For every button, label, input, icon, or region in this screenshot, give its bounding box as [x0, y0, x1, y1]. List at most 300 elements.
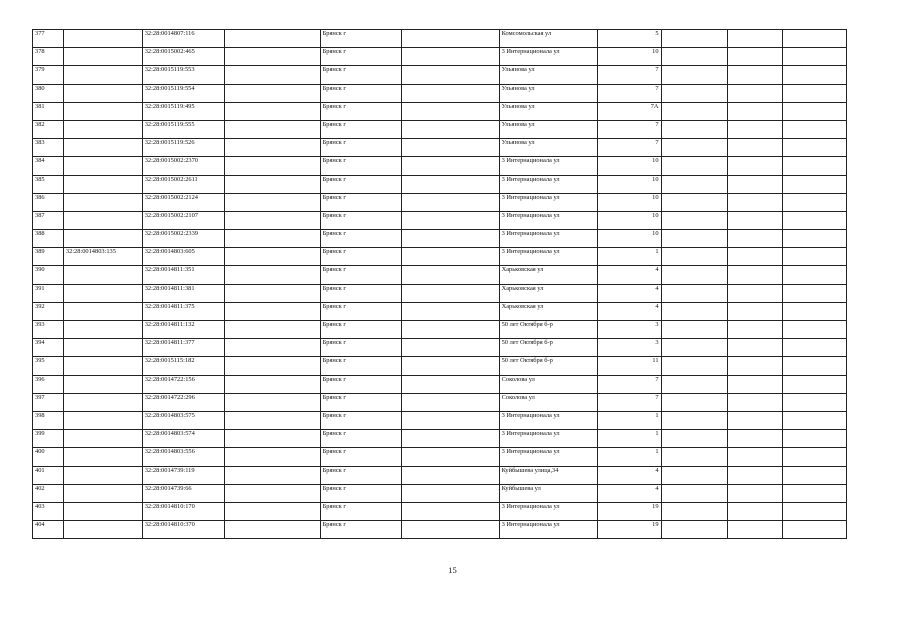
cell-cadastral-number: 32:28:0014811:351 — [142, 266, 224, 284]
cell-empty — [661, 193, 727, 211]
cell-cadastral-old: 32:28:0014803:135 — [63, 248, 142, 266]
cell-cadastral-old — [63, 48, 142, 66]
cell-cadastral-number: 32:28:0014810:170 — [142, 502, 224, 520]
cell-city: Брянск г — [320, 393, 401, 411]
cell-house: 4 — [597, 302, 661, 320]
cell-street: 3 Интернационала ул — [499, 521, 597, 539]
cell-cadastral-old — [63, 139, 142, 157]
cell-empty — [661, 284, 727, 302]
cell-street: 3 Интернационала ул — [499, 193, 597, 211]
cell-row-number: 382 — [33, 120, 64, 138]
cell-street: 3 Интернационала ул — [499, 430, 597, 448]
cell-empty — [224, 248, 320, 266]
cell-row-number: 379 — [33, 66, 64, 84]
cell-row-number: 395 — [33, 357, 64, 375]
table-row — [33, 521, 847, 539]
cell-cadastral-old — [63, 502, 142, 520]
cell-empty — [727, 502, 782, 520]
cell-empty — [401, 211, 499, 229]
cell-city: Брянск г — [320, 120, 401, 138]
cell-street: Соколова ул — [499, 375, 597, 393]
cell-street: Харьковская ул — [499, 266, 597, 284]
cell-city: Брянск г — [320, 284, 401, 302]
cell-row-number: 390 — [33, 266, 64, 284]
cell-empty — [661, 175, 727, 193]
cell-house: 7 — [597, 393, 661, 411]
cell-cadastral-number: 32:28:0014810:370 — [142, 521, 224, 539]
cell-empty — [224, 30, 320, 48]
cell-empty — [401, 284, 499, 302]
cell-cadastral-number: 32:28:0014803:574 — [142, 430, 224, 448]
table-row — [33, 120, 847, 138]
cell-row-number: 398 — [33, 411, 64, 429]
cell-cadastral-number: 32:28:0015002:2339 — [142, 230, 224, 248]
cell-street: Соколова ул — [499, 393, 597, 411]
cell-empty — [782, 357, 846, 375]
cell-cadastral-old — [63, 157, 142, 175]
cell-cadastral-old — [63, 230, 142, 248]
table-row — [33, 393, 847, 411]
cell-row-number: 394 — [33, 339, 64, 357]
cell-cadastral-number: 32:28:0015119:526 — [142, 139, 224, 157]
cell-house: 11 — [597, 357, 661, 375]
cell-empty — [224, 157, 320, 175]
cell-empty — [661, 375, 727, 393]
cell-empty — [401, 393, 499, 411]
cell-empty — [661, 484, 727, 502]
table-row — [33, 157, 847, 175]
cell-empty — [401, 521, 499, 539]
cell-house: 10 — [597, 230, 661, 248]
cell-empty — [224, 321, 320, 339]
cell-empty — [727, 521, 782, 539]
cell-empty — [661, 502, 727, 520]
cell-house: 1 — [597, 248, 661, 266]
cell-empty — [401, 375, 499, 393]
table-row — [33, 502, 847, 520]
cell-empty — [224, 266, 320, 284]
cell-cadastral-number: 32:28:0014803:556 — [142, 448, 224, 466]
cell-cadastral-number: 32:28:0015002:465 — [142, 48, 224, 66]
cell-cadastral-number: 32:28:0015119:553 — [142, 66, 224, 84]
cell-empty — [661, 321, 727, 339]
cell-city: Брянск г — [320, 175, 401, 193]
cell-empty — [401, 230, 499, 248]
cell-city: Брянск г — [320, 193, 401, 211]
cell-empty — [782, 393, 846, 411]
cell-empty — [782, 448, 846, 466]
cell-city: Брянск г — [320, 448, 401, 466]
cell-empty — [727, 102, 782, 120]
table-row — [33, 430, 847, 448]
table-row — [33, 357, 847, 375]
cell-empty — [782, 339, 846, 357]
cell-empty — [401, 466, 499, 484]
cell-empty — [224, 284, 320, 302]
cell-empty — [727, 375, 782, 393]
cell-empty — [782, 84, 846, 102]
cell-cadastral-old — [63, 466, 142, 484]
cell-empty — [401, 157, 499, 175]
cell-cadastral-number: 32:28:0015119:554 — [142, 84, 224, 102]
cell-empty — [224, 230, 320, 248]
cell-empty — [661, 357, 727, 375]
cell-cadastral-old — [63, 211, 142, 229]
cell-empty — [401, 266, 499, 284]
cell-house: 7А — [597, 102, 661, 120]
cell-cadastral-old — [63, 393, 142, 411]
cell-empty — [401, 502, 499, 520]
cell-row-number: 401 — [33, 466, 64, 484]
cell-empty — [224, 411, 320, 429]
cell-empty — [224, 211, 320, 229]
cell-empty — [727, 302, 782, 320]
cell-empty — [727, 430, 782, 448]
cell-empty — [224, 430, 320, 448]
cell-city: Брянск г — [320, 211, 401, 229]
table-row — [33, 302, 847, 320]
cell-empty — [401, 84, 499, 102]
cell-cadastral-old — [63, 302, 142, 320]
cell-empty — [661, 230, 727, 248]
cell-city: Брянск г — [320, 521, 401, 539]
cell-cadastral-old — [63, 484, 142, 502]
cell-empty — [661, 393, 727, 411]
cell-cadastral-old — [63, 66, 142, 84]
cell-empty — [224, 393, 320, 411]
table-row — [33, 30, 847, 48]
cell-city: Брянск г — [320, 375, 401, 393]
cell-empty — [727, 66, 782, 84]
cell-empty — [224, 48, 320, 66]
cell-empty — [661, 30, 727, 48]
cell-city: Брянск г — [320, 357, 401, 375]
cell-street: Куйбышева улица,34 — [499, 466, 597, 484]
cell-empty — [782, 120, 846, 138]
cell-cadastral-old — [63, 430, 142, 448]
cell-empty — [727, 466, 782, 484]
table-row — [33, 193, 847, 211]
table-row — [33, 448, 847, 466]
cell-cadastral-number: 32:28:0014811:375 — [142, 302, 224, 320]
cell-empty — [782, 502, 846, 520]
table-row — [33, 175, 847, 193]
cell-empty — [661, 266, 727, 284]
cell-street: 3 Интернационала ул — [499, 157, 597, 175]
cell-house: 1 — [597, 430, 661, 448]
cell-row-number: 377 — [33, 30, 64, 48]
table-row — [33, 321, 847, 339]
cell-empty — [401, 430, 499, 448]
cell-empty — [661, 521, 727, 539]
cell-empty — [727, 321, 782, 339]
cell-empty — [782, 375, 846, 393]
cell-empty — [401, 120, 499, 138]
cell-empty — [782, 411, 846, 429]
cell-empty — [727, 193, 782, 211]
cell-empty — [782, 30, 846, 48]
cell-cadastral-number: 32:28:0015119:495 — [142, 102, 224, 120]
cell-empty — [782, 193, 846, 211]
table-row — [33, 139, 847, 157]
cell-empty — [782, 484, 846, 502]
cell-street: Ульянова ул — [499, 84, 597, 102]
cell-city: Брянск г — [320, 339, 401, 357]
cell-street: 50 лет Октября б-р — [499, 339, 597, 357]
cell-empty — [661, 466, 727, 484]
cell-street: 3 Интернационала ул — [499, 411, 597, 429]
cell-city: Брянск г — [320, 139, 401, 157]
cell-house: 19 — [597, 521, 661, 539]
cell-city: Брянск г — [320, 411, 401, 429]
cell-street: Ульянова ул — [499, 120, 597, 138]
cell-empty — [727, 175, 782, 193]
cell-cadastral-old — [63, 193, 142, 211]
table-row — [33, 375, 847, 393]
cell-empty — [727, 393, 782, 411]
cell-cadastral-old — [63, 30, 142, 48]
cell-cadastral-old — [63, 321, 142, 339]
cell-empty — [401, 66, 499, 84]
cell-cadastral-number: 32:28:0014811:381 — [142, 284, 224, 302]
cell-empty — [727, 411, 782, 429]
cell-empty — [782, 175, 846, 193]
cell-city: Брянск г — [320, 230, 401, 248]
cell-cadastral-number: 32:28:0015002:2611 — [142, 175, 224, 193]
cell-empty — [224, 175, 320, 193]
cell-empty — [401, 302, 499, 320]
cell-street: Куйбышева ул — [499, 484, 597, 502]
cell-empty — [224, 139, 320, 157]
cell-street: Ульянова ул — [499, 139, 597, 157]
cell-street: 3 Интернационала ул — [499, 448, 597, 466]
cell-house: 1 — [597, 448, 661, 466]
table-row — [33, 211, 847, 229]
cell-cadastral-old — [63, 339, 142, 357]
cell-street: Харьковская ул — [499, 284, 597, 302]
cell-empty — [727, 120, 782, 138]
cell-street: Комсомольская ул — [499, 30, 597, 48]
cell-row-number: 399 — [33, 430, 64, 448]
cell-house: 4 — [597, 466, 661, 484]
cell-empty — [401, 102, 499, 120]
cell-city: Брянск г — [320, 430, 401, 448]
cell-empty — [401, 321, 499, 339]
cell-empty — [401, 411, 499, 429]
cell-empty — [727, 357, 782, 375]
cell-house: 10 — [597, 157, 661, 175]
cell-empty — [782, 521, 846, 539]
cell-cadastral-number: 32:28:0014811:377 — [142, 339, 224, 357]
cell-empty — [727, 448, 782, 466]
cell-empty — [782, 102, 846, 120]
cell-empty — [782, 466, 846, 484]
cell-empty — [782, 230, 846, 248]
cell-city: Брянск г — [320, 321, 401, 339]
cell-street: 3 Интернационала ул — [499, 230, 597, 248]
table-row — [33, 84, 847, 102]
cell-row-number: 403 — [33, 502, 64, 520]
cell-empty — [727, 339, 782, 357]
cell-cadastral-number: 32:28:0015119:555 — [142, 120, 224, 138]
cell-cadastral-old — [63, 102, 142, 120]
table-row — [33, 230, 847, 248]
cell-empty — [661, 102, 727, 120]
cell-empty — [224, 448, 320, 466]
cell-empty — [782, 139, 846, 157]
cell-city: Брянск г — [320, 484, 401, 502]
cell-house: 4 — [597, 284, 661, 302]
table-row — [33, 48, 847, 66]
cell-city: Брянск г — [320, 302, 401, 320]
cell-cadastral-number: 32:28:0014722:296 — [142, 393, 224, 411]
cell-empty — [224, 339, 320, 357]
cell-empty — [727, 84, 782, 102]
cell-row-number: 385 — [33, 175, 64, 193]
cell-empty — [224, 502, 320, 520]
cell-city: Брянск г — [320, 248, 401, 266]
cell-empty — [661, 248, 727, 266]
table-row — [33, 248, 847, 266]
cell-city: Брянск г — [320, 66, 401, 84]
cell-cadastral-number: 32:28:0014739:66 — [142, 484, 224, 502]
cell-street: Ульянова ул — [499, 102, 597, 120]
cell-empty — [224, 357, 320, 375]
cell-empty — [727, 284, 782, 302]
cell-street: 3 Интернационала ул — [499, 211, 597, 229]
cell-row-number: 387 — [33, 211, 64, 229]
cell-empty — [727, 30, 782, 48]
cell-cadastral-old — [63, 84, 142, 102]
cell-cadastral-number: 32:28:0014739:119 — [142, 466, 224, 484]
property-table — [32, 29, 847, 539]
cell-empty — [727, 48, 782, 66]
cell-house: 5 — [597, 30, 661, 48]
cell-empty — [401, 193, 499, 211]
cell-street: 3 Интернационала ул — [499, 48, 597, 66]
cell-row-number: 384 — [33, 157, 64, 175]
cell-house: 10 — [597, 175, 661, 193]
cell-row-number: 389 — [33, 248, 64, 266]
cell-house: 3 — [597, 321, 661, 339]
cell-empty — [782, 266, 846, 284]
cell-empty — [661, 430, 727, 448]
table-row — [33, 284, 847, 302]
cell-empty — [727, 157, 782, 175]
cell-empty — [401, 175, 499, 193]
cell-empty — [727, 248, 782, 266]
table-row — [33, 484, 847, 502]
cell-street: Ульянова ул — [499, 66, 597, 84]
table-row — [33, 266, 847, 284]
cell-empty — [401, 248, 499, 266]
cell-empty — [661, 211, 727, 229]
table-body — [33, 30, 847, 539]
cell-street: 3 Интернационала ул — [499, 175, 597, 193]
cell-empty — [782, 157, 846, 175]
cell-row-number: 386 — [33, 193, 64, 211]
cell-empty — [401, 484, 499, 502]
cell-cadastral-old — [63, 175, 142, 193]
cell-empty — [661, 448, 727, 466]
cell-empty — [661, 302, 727, 320]
cell-row-number: 400 — [33, 448, 64, 466]
cell-house: 4 — [597, 266, 661, 284]
cell-empty — [401, 30, 499, 48]
cell-house: 7 — [597, 120, 661, 138]
cell-empty — [401, 139, 499, 157]
cell-city: Брянск г — [320, 84, 401, 102]
cell-empty — [224, 302, 320, 320]
document-sheet — [32, 29, 847, 539]
cell-empty — [727, 139, 782, 157]
cell-row-number: 397 — [33, 393, 64, 411]
cell-row-number: 380 — [33, 84, 64, 102]
table-row — [33, 102, 847, 120]
cell-row-number: 383 — [33, 139, 64, 157]
table-row — [33, 339, 847, 357]
cell-empty — [661, 120, 727, 138]
cell-house: 10 — [597, 48, 661, 66]
cell-empty — [782, 321, 846, 339]
cell-empty — [727, 484, 782, 502]
cell-city: Брянск г — [320, 266, 401, 284]
cell-street: 3 Интернационала ул — [499, 248, 597, 266]
cell-empty — [782, 302, 846, 320]
cell-empty — [661, 48, 727, 66]
cell-house: 19 — [597, 502, 661, 520]
table-row — [33, 411, 847, 429]
cell-empty — [224, 84, 320, 102]
cell-street: 50 лет Октября б-р — [499, 357, 597, 375]
cell-city: Брянск г — [320, 466, 401, 484]
cell-empty — [782, 248, 846, 266]
cell-empty — [224, 375, 320, 393]
cell-city: Брянск г — [320, 30, 401, 48]
cell-cadastral-old — [63, 120, 142, 138]
cell-row-number: 381 — [33, 102, 64, 120]
cell-empty — [782, 48, 846, 66]
cell-street: 3 Интернационала ул — [499, 502, 597, 520]
cell-cadastral-old — [63, 411, 142, 429]
cell-row-number: 388 — [33, 230, 64, 248]
cell-row-number: 402 — [33, 484, 64, 502]
cell-empty — [224, 66, 320, 84]
cell-cadastral-number: 32:28:0015002:2107 — [142, 211, 224, 229]
cell-empty — [661, 411, 727, 429]
cell-house: 7 — [597, 375, 661, 393]
cell-cadastral-number: 32:28:0014803:605 — [142, 248, 224, 266]
cell-empty — [224, 102, 320, 120]
table-row — [33, 466, 847, 484]
cell-row-number: 378 — [33, 48, 64, 66]
cell-cadastral-number: 32:28:0015115:182 — [142, 357, 224, 375]
cell-empty — [727, 211, 782, 229]
cell-empty — [401, 448, 499, 466]
cell-empty — [661, 66, 727, 84]
cell-house: 1 — [597, 411, 661, 429]
cell-street: Харьковская ул — [499, 302, 597, 320]
cell-empty — [224, 521, 320, 539]
cell-cadastral-old — [63, 266, 142, 284]
cell-street: 50 лет Октября б-р — [499, 321, 597, 339]
cell-row-number: 392 — [33, 302, 64, 320]
cell-empty — [401, 48, 499, 66]
cell-row-number: 396 — [33, 375, 64, 393]
cell-empty — [782, 211, 846, 229]
cell-cadastral-old — [63, 448, 142, 466]
cell-house: 7 — [597, 66, 661, 84]
